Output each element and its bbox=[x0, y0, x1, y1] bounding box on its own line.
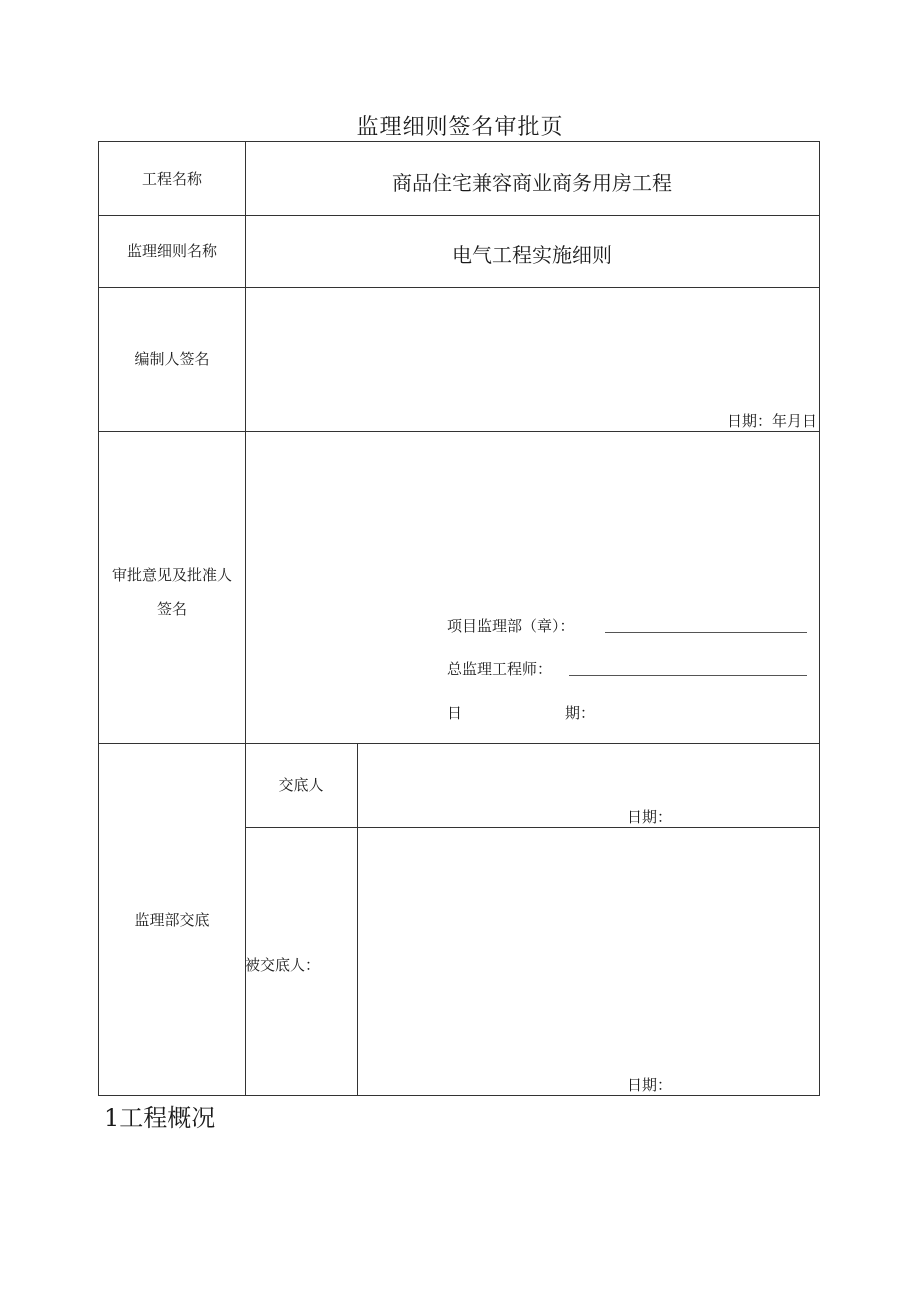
chief-engineer-label: 总监理工程师： bbox=[447, 660, 553, 678]
row-divider bbox=[99, 431, 819, 432]
row-divider bbox=[245, 827, 819, 828]
approval-label-line2: 签名 bbox=[156, 600, 187, 618]
row-divider bbox=[99, 215, 819, 216]
handover-giver-label: 交底人 bbox=[278, 776, 324, 794]
approval-date-char2: 期： bbox=[565, 704, 596, 722]
project-dept-seal-line bbox=[605, 632, 807, 633]
page-title: 监理细则签名审批页 bbox=[356, 115, 564, 140]
approval-label-line1: 审批意见及批准人 bbox=[111, 566, 232, 584]
approval-date-char1: 日 bbox=[447, 704, 463, 722]
compiler-date: 日期：年月日 bbox=[726, 412, 817, 430]
handover-receiver-date: 日期： bbox=[627, 1076, 673, 1094]
section-heading: 1工程概况 bbox=[104, 1104, 216, 1132]
compiler-signature-label: 编制人签名 bbox=[134, 350, 210, 368]
project-name-label: 工程名称 bbox=[141, 170, 202, 188]
rule-name-label: 监理细则名称 bbox=[126, 242, 217, 260]
row-divider bbox=[99, 743, 819, 744]
project-dept-seal-label: 项目监理部（章）： bbox=[447, 617, 575, 635]
rule-name-value: 电气工程实施细则 bbox=[452, 243, 612, 267]
handover-giver-date: 日期： bbox=[627, 808, 673, 826]
approval-table bbox=[98, 141, 820, 1096]
column-divider bbox=[357, 743, 358, 1095]
row-divider bbox=[99, 287, 819, 288]
handover-receiver-label: 被交底人： bbox=[245, 956, 321, 974]
column-divider bbox=[245, 142, 246, 1095]
handover-label: 监理部交底 bbox=[134, 911, 210, 929]
project-name-value: 商品住宅兼容商业商务用房工程 bbox=[392, 171, 672, 195]
chief-engineer-line bbox=[569, 675, 807, 676]
